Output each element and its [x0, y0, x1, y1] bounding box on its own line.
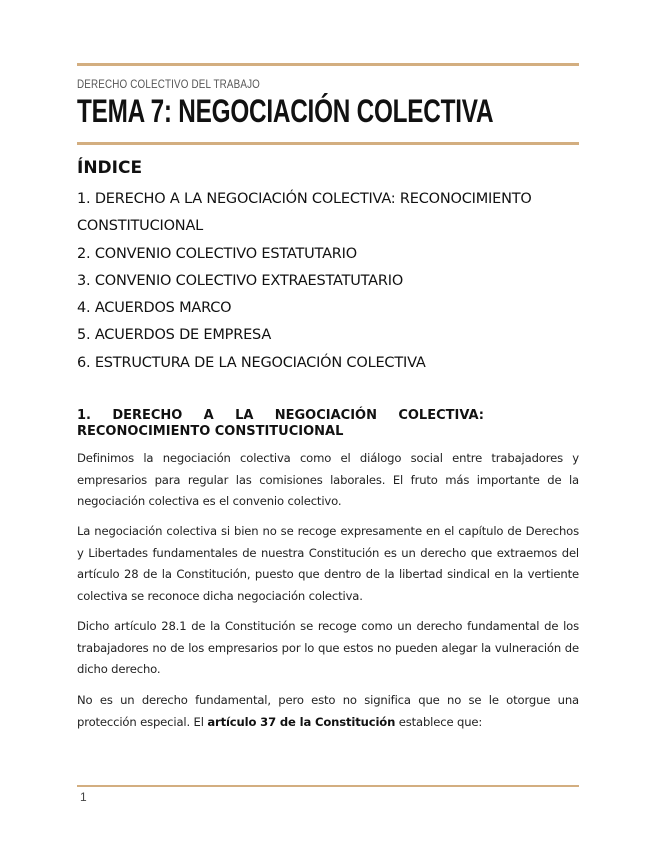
page-number: 1 — [80, 790, 87, 804]
index-heading: ÍNDICE — [77, 158, 143, 178]
page-title: TEMA 7: NEGOCIACIÓN COLECTIVA — [77, 93, 494, 129]
toc-item[interactable]: 6. ESTRUCTURA DE LA NEGOCIACIÓN COLECTIVA — [77, 354, 426, 371]
toc-item[interactable]: 3. CONVENIO COLECTIVO EXTRAESTATUTARIO — [77, 272, 404, 289]
bold-reference: artículo 37 de la Constitución — [207, 714, 396, 729]
toc-item[interactable]: 1. DERECHO A LA NEGOCIACIÓN COLECTIVA: RECONOCIMIENTO — [77, 191, 532, 207]
paragraph: La negociación colectiva si bien no se recoge expresamente en el capítulo de Derechos y Libertades fundamentales de nuestra Constitución es un derecho que extraemos del artículo 28 de la Constitución, puesto que dentro de la libertad sindical en la vertiente colectiva se reconoce dicha negociación colectiva. — [77, 524, 579, 603]
header-bottom-rule — [77, 142, 579, 145]
header-top-rule — [77, 63, 579, 66]
paragraph: Dicho artículo 28.1 de la Constitución se recoge como un derecho fundamental de los trabajadores no de los empresarios por lo que estos no pueden alegar la vulneración de dicho derecho. — [77, 619, 579, 676]
paragraph-text: No es un derecho fundamental, pero esto no significa que no se le otorgue una protección especial. El — [77, 693, 579, 729]
section-heading-line: RECONOCIMIENTO CONSTITUCIONAL — [77, 424, 344, 439]
section-heading — [77, 408, 484, 440]
paragraph: Definimos la negociación colectiva como el diálogo social entre trabajadores y empresarios para regular las comisiones laborales. El fruto más importante de la negociación colectiva es el convenio colectivo. — [77, 451, 579, 508]
paragraph-text: establece que: — [395, 714, 483, 729]
table-of-contents — [77, 186, 579, 377]
toc-item[interactable]: CONSTITUCIONAL — [77, 218, 204, 235]
course-name: DERECHO COLECTIVO DEL TRABAJO — [77, 77, 261, 91]
paragraph — [77, 690, 579, 733]
toc-item[interactable]: 2. CONVENIO COLECTIVO ESTATUTARIO — [77, 245, 357, 262]
toc-item[interactable]: 4. ACUERDOS MARCO — [77, 300, 232, 317]
footer-rule — [77, 785, 579, 787]
toc-item[interactable]: 5. ACUERDOS DE EMPRESA — [77, 327, 272, 344]
section-heading-line: 1. DERECHO A LA NEGOCIACIÓN COLECTIVA: — [77, 408, 484, 423]
